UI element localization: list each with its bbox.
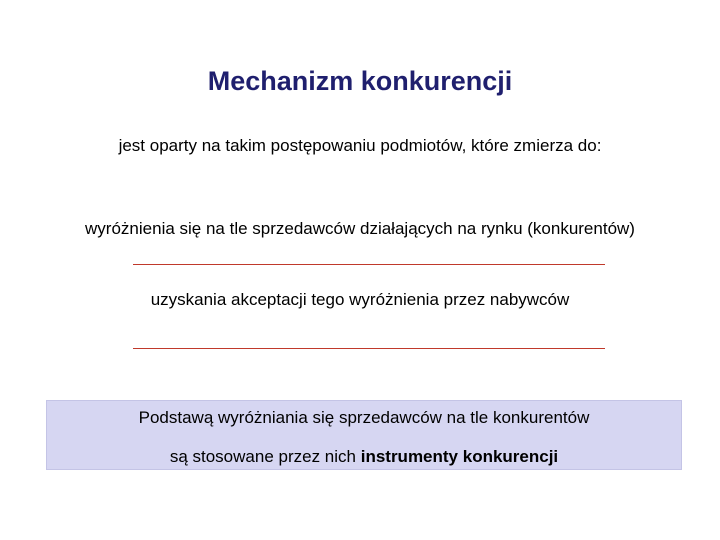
point-distinction: wyróżnienia się na tle sprzedawców działających na rynku (konkurentów) xyxy=(85,219,635,238)
divider-line xyxy=(133,348,605,349)
slide-subtitle: jest oparty na takim postępowaniu podmiotów, które zmierza do: xyxy=(118,136,602,155)
highlight-box-line-2 xyxy=(47,447,681,467)
divider-line xyxy=(133,264,605,265)
highlight-box xyxy=(46,400,682,470)
highlight-box-bold-term: instrumenty konkurencji xyxy=(360,447,559,466)
highlight-box-line-1: Podstawą wyróżniania się sprzedawców na tle konkurentów xyxy=(138,408,590,427)
highlight-box-line-2-text: są stosowane przez nich xyxy=(169,447,361,466)
slide-title: Mechanizm konkurencji xyxy=(207,66,513,96)
point-acceptance: uzyskania akceptacji tego wyróżnienia przez nabywców xyxy=(150,290,570,309)
